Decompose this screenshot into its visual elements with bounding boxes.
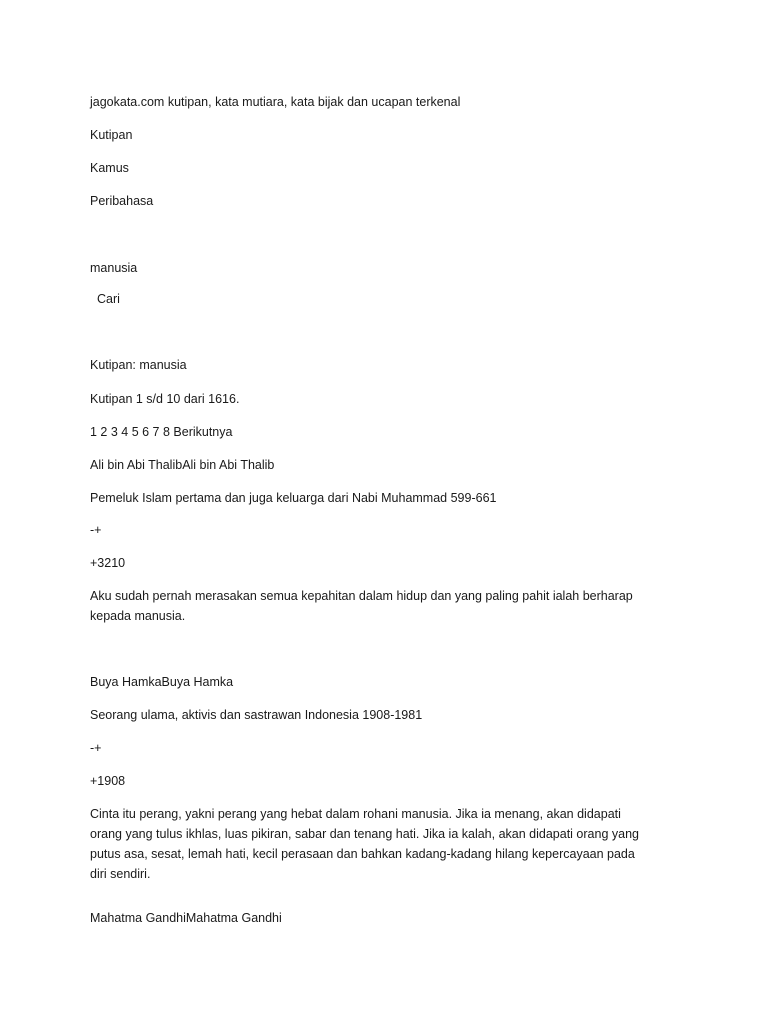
quote-author-description: Seorang ulama, aktivis dan sastrawan Indonesia 1908-1981 xyxy=(90,708,423,722)
vote-controls[interactable]: -+ xyxy=(90,741,102,755)
quote-text: Aku sudah pernah merasakan semua kepahitan dalam hidup dan yang paling pahit ialah berharap kepada manusia. xyxy=(90,589,633,623)
nav-link-kamus[interactable]: Kamus xyxy=(90,161,129,175)
nav-link-kutipan[interactable]: Kutipan xyxy=(90,128,133,142)
vote-controls[interactable]: -+ xyxy=(90,523,102,537)
quote-author-link[interactable]: Ali bin Abi ThalibAli bin Abi Thalib xyxy=(90,458,275,472)
nav-link-peribahasa[interactable]: Peribahasa xyxy=(90,194,154,208)
quote-author-description: Pemeluk Islam pertama dan juga keluarga dari Nabi Muhammad 599-661 xyxy=(90,491,497,505)
results-count: Kutipan 1 s/d 10 dari 1616. xyxy=(90,392,240,406)
site-header-link[interactable]: jagokata.com kutipan, kata mutiara, kata bijak dan ucapan terkenal xyxy=(90,95,461,109)
results-heading: Kutipan: manusia xyxy=(90,358,187,372)
search-button[interactable]: Cari xyxy=(97,292,120,306)
quote-author-link[interactable]: Mahatma GandhiMahatma Gandhi xyxy=(90,911,282,925)
quote-author-link[interactable]: Buya HamkaBuya Hamka xyxy=(90,675,234,689)
pagination[interactable]: 1 2 3 4 5 6 7 8 Berikutnya xyxy=(90,425,233,439)
quote-score: +3210 xyxy=(90,556,126,570)
search-input[interactable]: manusia xyxy=(90,261,138,275)
quote-text: Cinta itu perang, yakni perang yang hebat dalam rohani manusia. Jika ia menang, akan didapati orang yang tulus ikhlas, luas pikiran, sabar dan tenang hati. Jika ia kalah, akan didapati orang yang putus asa, sesat, lemah hati, kecil perasaan dan bahkan kadang-kadang hilang kepercayaan pada diri sendiri. xyxy=(90,807,639,881)
quote-score: +1908 xyxy=(90,774,126,788)
